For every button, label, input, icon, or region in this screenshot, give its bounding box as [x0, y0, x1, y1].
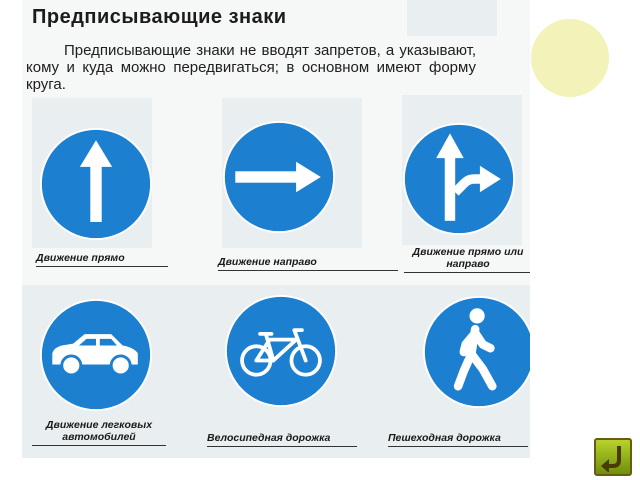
sign-pedestrian-path: [422, 295, 530, 409]
textbook-page-scan: [22, 0, 530, 458]
page-title: Предписывающие знаки: [32, 6, 287, 28]
sign-straight: [39, 127, 153, 241]
sign-passenger-cars: [39, 298, 153, 412]
caption-bicycle-path: Велосипедная дорожка: [207, 432, 357, 447]
caption-pedestrian-path: Пешеходная дорожка: [388, 432, 528, 447]
arrow-up-icon: [39, 127, 153, 241]
caption-straight-or-right: Движение прямо или направо: [404, 246, 530, 273]
arrow-up-right-icon: [402, 122, 516, 236]
sign-right: [222, 120, 336, 234]
decorative-circle: [531, 19, 609, 97]
arrow-right-icon: [222, 120, 336, 234]
caption-straight: Движение прямо: [36, 252, 168, 267]
car-icon: [39, 298, 153, 412]
return-arrow-icon: [598, 442, 628, 472]
caption-right: Движение направо: [218, 256, 398, 271]
bicycle-icon: [224, 294, 338, 408]
intro-paragraph: Предписывающие знаки не вводят запретов, а указывают, кому и куда можно передвигаться; в основном имеют форму круга.: [26, 42, 476, 93]
sign-straight-or-right: [402, 122, 516, 236]
caption-passenger-cars: Движение легковых автомобилей: [32, 419, 166, 446]
return-button[interactable]: [594, 438, 632, 476]
sign-bicycle-path: [224, 294, 338, 408]
pedestrian-icon: [422, 295, 530, 409]
